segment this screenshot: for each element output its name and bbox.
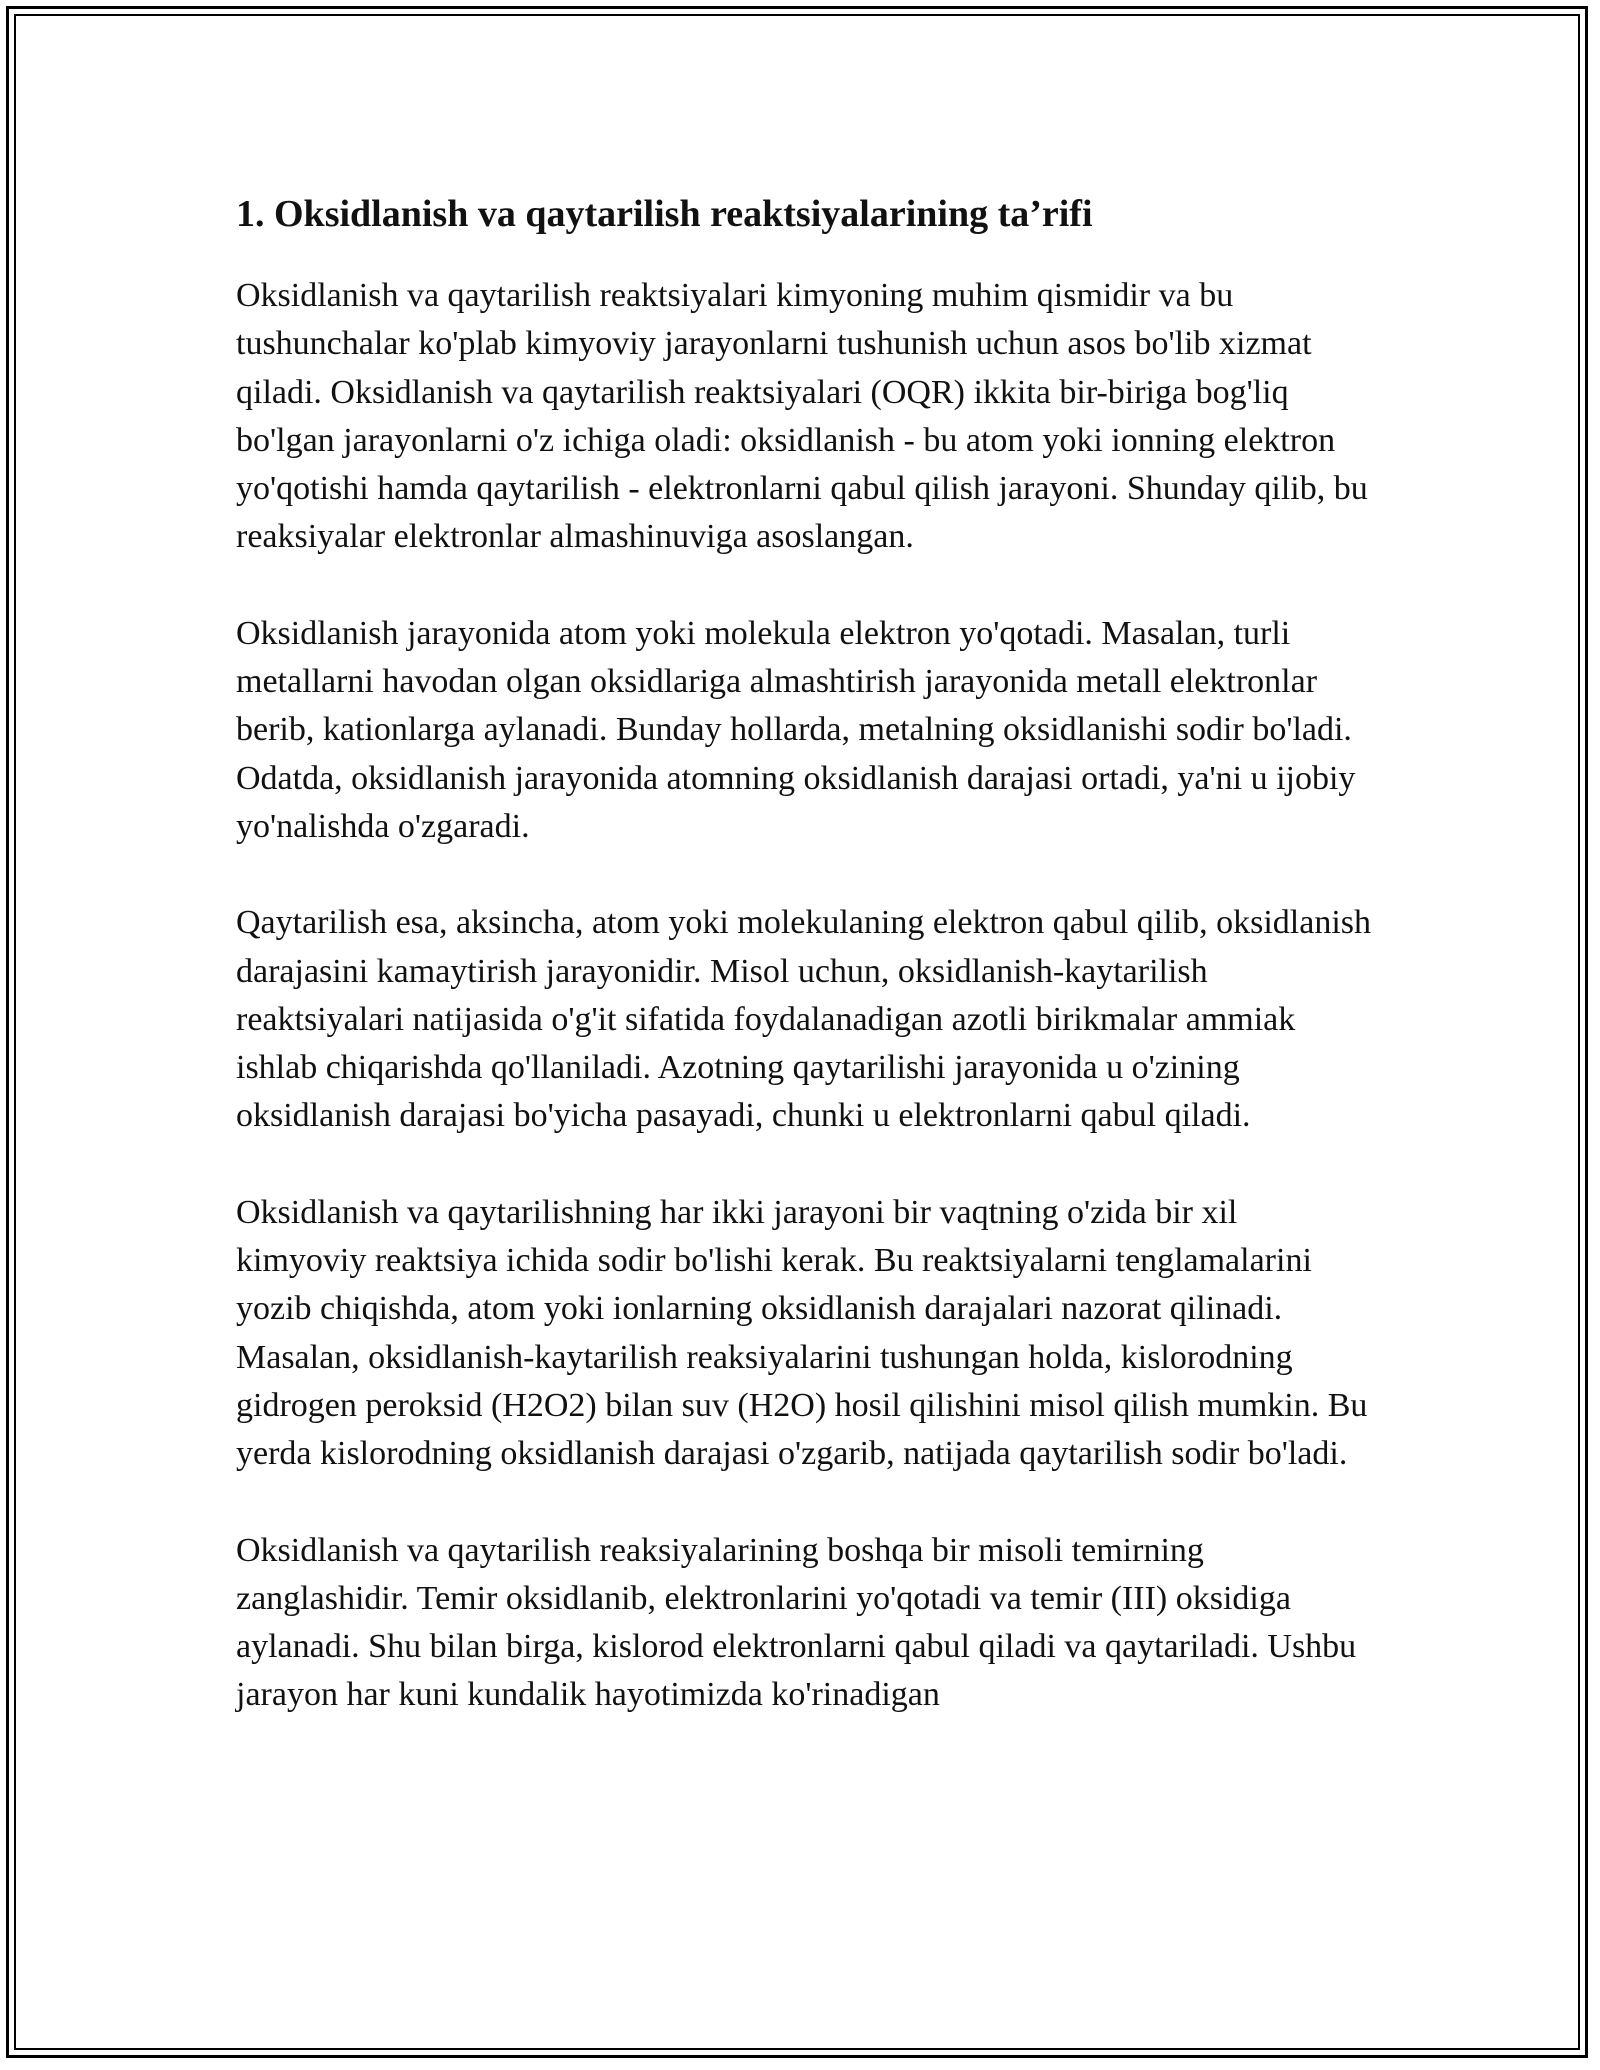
paragraph-3: Qaytarilish esa, aksincha, atom yoki molekulaning elektron qabul qilib, oksidlanish darajasini kamaytirish jarayonidir. Misol uchun, oksidlanish-kaytarilish reaktsiyalari natijasida o'g'it sifatida foydalanadigan azotli birikmalar ammiak ishlab chiqarishda qo'llaniladi. Azotning qaytarilishi jarayonida u o'zining oksidlanish darajasi bo'yicha pasayadi, chunki u elektronlarni qabul qiladi. bbox=[236, 904, 1371, 1135]
paragraph-2: Oksidlanish jarayonida atom yoki molekula elektron yo'qotadi. Masalan, turli metallarni havodan olgan oksidlariga almashtirish jarayonida metall elektronlar berib, kationlarga aylanadi. Bunday hollarda, metalning oksidlanishi sodir bo'ladi. Odatda, oksidlanish jarayonida atomning oksidlanish darajasi ortadi, ya'ni u ijobiy yo'nalishda o'zgaradi. bbox=[236, 614, 1356, 845]
paragraph-1: Oksidlanish va qaytarilish reaktsiyalari kimyoning muhim qismidir va bu tushunchalar ko'plab kimyoviy jarayonlarni tushunish uchun asos bo'lib xizmat qiladi. Oksidlanish va qaytarilish reaktsiyalari (OQR) ikkita bir-biriga bog'liq bo'lgan jarayonlarni o'z ichiga oladi: oksidlanish - bu atom yoki ionning elektron yo'qotishi hamda qaytarilish - elektronlarni qabul qilish jarayoni. Shunday qilib, bu reaksiyalar elektronlar almashinuviga asoslangan. bbox=[236, 277, 1368, 556]
section-heading: 1. Oksidlanish va qaytarilish reaktsiyalarining ta’rifi bbox=[236, 193, 1093, 235]
paragraph-5: Oksidlanish va qaytarilish reaksiyalarining boshqa bir misoli temirning zanglashidir. Temir oksidlanib, elektronlarini yo'qotadi va temir (III) oksidiga aylanadi. Shu bilan birga, kislorod elektronlarni qabul qiladi va qaytariladi. Ushbu jarayon har kuni kundalik hayotimizda ko'rinadigan bbox=[236, 1531, 1357, 1714]
paragraph-4: Oksidlanish va qaytarilishning har ikki jarayoni bir vaqtning o'zida bir xil kimyoviy reaktsiya ichida sodir bo'lishi kerak. Bu reaktsiyalarni tenglamalarini yozib chiqishda, atom yoki ionlarning oksidlanish darajalari nazorat qilinadi. Masalan, oksidlanish-kaytarilish reaksiyalarini tushungan holda, kislorodning gidrogen peroksid (H2O2) bilan suv (H2O) hosil qilishini misol qilish mumkin. Bu yerda kislorodning oksidlanish darajasi o'zgarib, natijada qaytarilish sodir bo'ladi. bbox=[236, 1193, 1368, 1473]
document-body bbox=[236, 180, 1376, 1720]
